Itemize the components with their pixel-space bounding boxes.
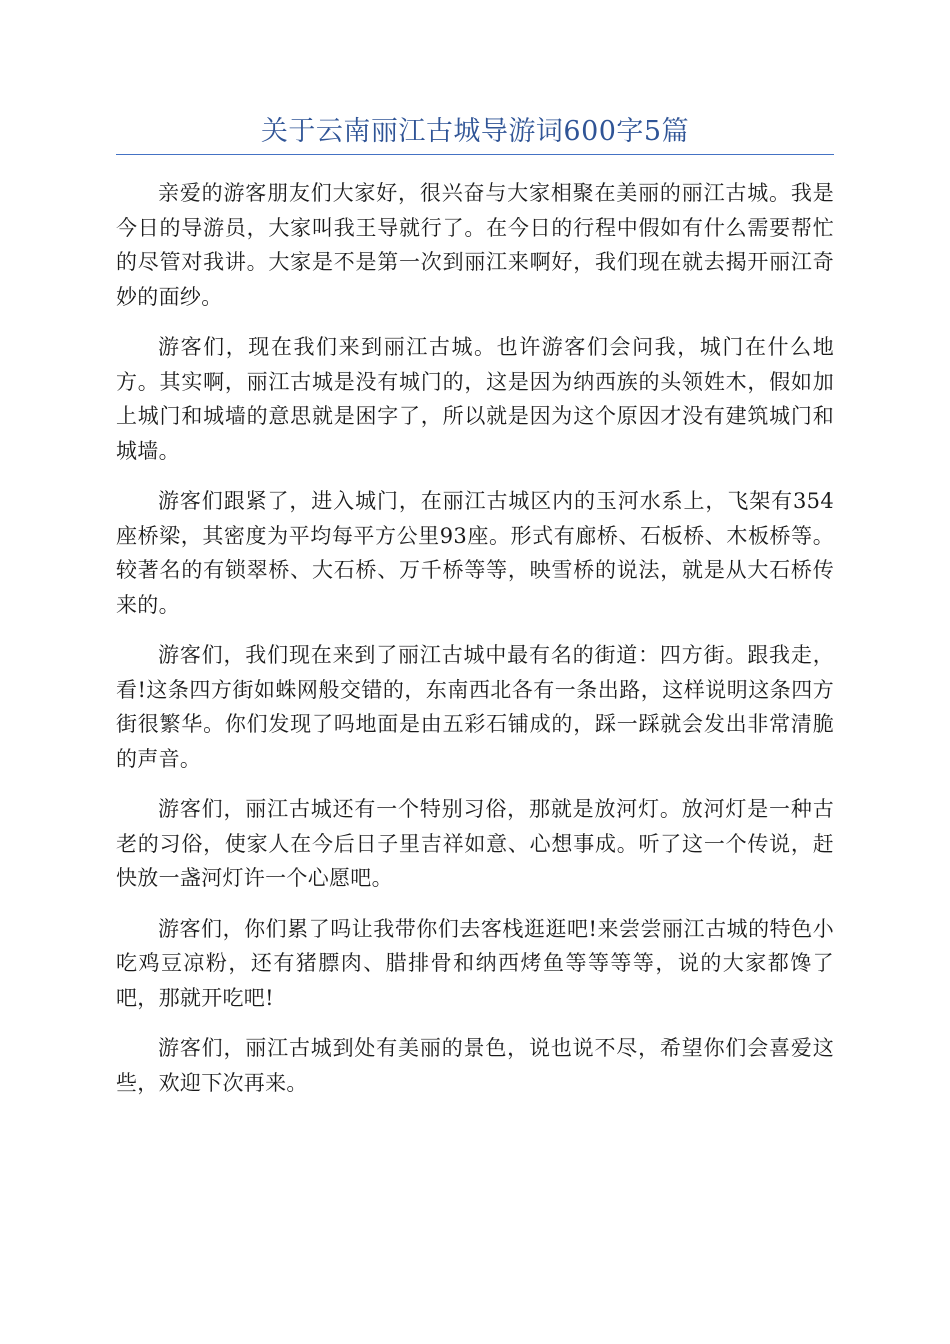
paragraph-7: 游客们，丽江古城到处有美丽的景色，说也说不尽，希望你们会喜爱这些，欢迎下次再来。: [116, 1036, 834, 1095]
paragraph-3: 游客们跟紧了，进入城门，在丽江古城区内的玉河水系上，飞架有354座桥梁，其密度为平均每平方公里93座。形式有廊桥、石板桥、木板桥等。较著名的有锁翠桥、大石桥、万千桥等等，映雪桥的说法，就是从大石桥传来的。: [116, 489, 834, 617]
document-title: 关于云南丽江古城导游词600字5篇: [260, 116, 690, 147]
paragraph-2: 游客们，现在我们来到丽江古城。也许游客们会问我，城门在什么地方。其实啊，丽江古城是没有城门的，这是因为纳西族的头领姓木，假如加上城门和城墙的意思就是困字了，所以就是因为这个原因才没有建筑城门和城墙。: [116, 335, 834, 463]
paragraph-4: 游客们，我们现在来到了丽江古城中最有名的街道：四方街。跟我走，看!这条四方街如蛛网般交错的，东南西北各有一条出路，这样说明这条四方街很繁华。你们发现了吗地面是由五彩石铺成的，踩一踩就会发出非常清脆的声音。: [116, 643, 834, 771]
paragraph-1: 亲爱的游客朋友们大家好，很兴奋与大家相聚在美丽的丽江古城。我是今日的导游员，大家叫我王导就行了。在今日的行程中假如有什么需要帮忙的尽管对我讲。大家是不是第一次到丽江来啊好，我们现在就去揭开丽江奇妙的面纱。: [116, 181, 834, 309]
title-underline: [116, 154, 834, 155]
paragraph-5: 游客们，丽江古城还有一个特别习俗，那就是放河灯。放河灯是一种古老的习俗，使家人在今后日子里吉祥如意、心想事成。听了这一个传说，赶快放一盏河灯许一个心愿吧。: [116, 797, 834, 890]
paragraph-6: 游客们，你们累了吗让我带你们去客栈逛逛吧!来尝尝丽江古城的特色小吃鸡豆凉粉，还有猪膘肉、腊排骨和纳西烤鱼等等等等，说的大家都馋了吧，那就开吃吧!: [116, 916, 834, 1010]
document-body: [116, 176, 834, 1116]
